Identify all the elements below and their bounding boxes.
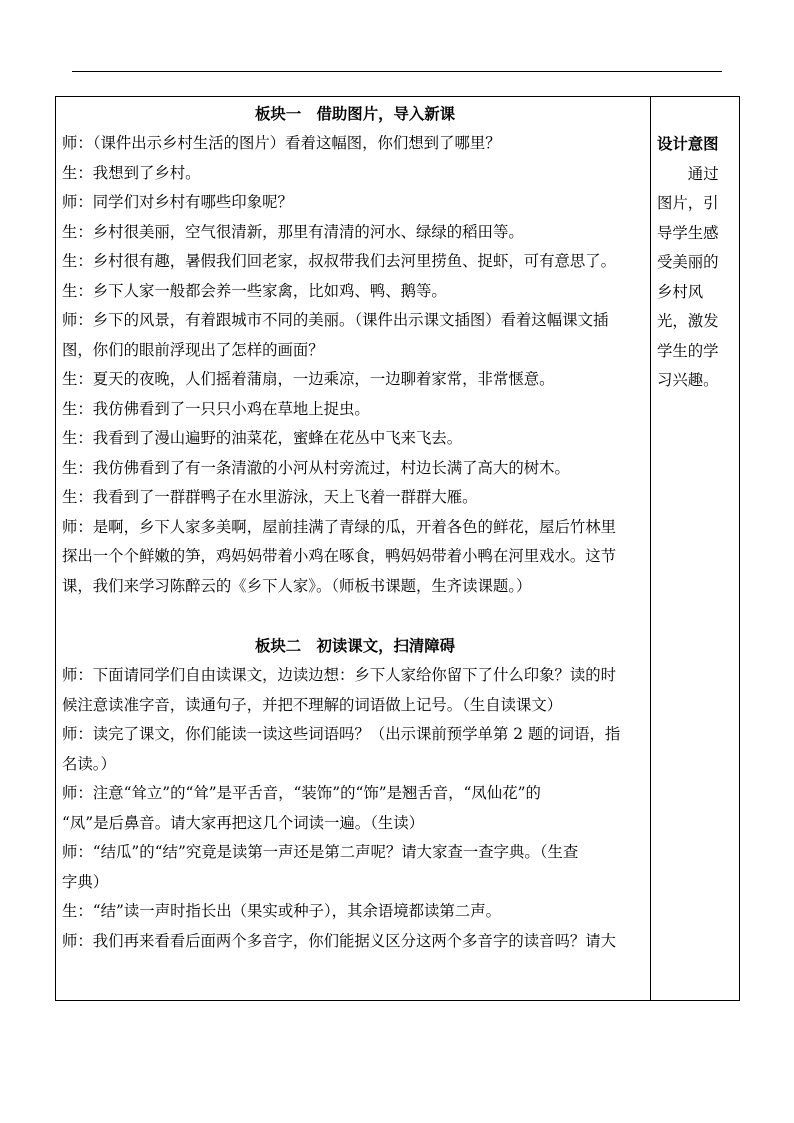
text-line: 师：我们再来看看后面两个多音字，你们能据义区分这两个多音字的读音吗？请大 xyxy=(62,931,617,950)
text-line: 名读。） xyxy=(62,754,116,773)
lesson-plan-table xyxy=(55,96,740,1001)
design-intent-column xyxy=(657,97,737,396)
section-2-title: 板块二 初读课文，扫清障碍 xyxy=(254,637,456,655)
intent-line: 受美丽的 xyxy=(657,253,719,271)
intent-line: 乡村风 xyxy=(657,282,704,301)
text-line: 生：乡村很有趣，暑假我们回老家，叔叔带我们去河里捞鱼、捉虾，可有意思了。 xyxy=(62,252,617,270)
intent-line: 通过 xyxy=(687,164,719,183)
text-line: 生：我看到了一群群鸭子在水里游泳，天上飞着一群群大雁。 xyxy=(62,488,478,506)
text-line: 生：乡下人家一般都会养一些家禽，比如鸡、鸭、鹅等。 xyxy=(62,281,447,300)
intent-line: 习兴趣。 xyxy=(657,371,719,389)
text-line: 生：我仿佛看到了有一条清澈的小河从村旁流过，村边长满了高大的树木。 xyxy=(62,458,570,477)
intent-line: 导学生感 xyxy=(657,223,719,242)
text-line: “凤”是后鼻音。请大家再把这几个词读一遍。（生读） xyxy=(62,813,425,832)
text-line: 师：“结瓜”的“结”究竟是读第一声还是第二声呢？请大家查一查字典。（生查 xyxy=(62,843,579,861)
text-line: 生：我仿佛看到了一只只小鸡在草地上捉虫。 xyxy=(62,399,370,418)
text-line: 探出一个个鲜嫩的笋，鸡妈妈带着小鸡在啄食，鸭妈妈带着小鸭在河里戏水。这节 xyxy=(62,547,617,565)
text-line: 师：下面请同学们自由读课文，边读边想：乡下人家给你留下了什么印象？读的时 xyxy=(62,666,617,684)
text-line: 师：（课件出示乡村生活的图片）看着这幅图，你们想到了哪里？ xyxy=(62,134,501,152)
text-line: 课，我们来学习陈醉云的《乡下人家》。（师板书课题，生齐读课题。） xyxy=(62,576,532,595)
text-line: 生：“结”读一声时指长出（果实或种子），其余语境都读第二声。 xyxy=(62,902,501,920)
intent-line: 学生的学 xyxy=(657,341,719,360)
text-line: 师：是啊，乡下人家多美啊，屋前挂满了青绿的瓜，开着各色的鲜花，屋后竹林里 xyxy=(62,517,617,536)
column-divider xyxy=(650,97,651,1000)
text-line: 图，你们的眼前浮现出了怎样的画面？ xyxy=(62,340,324,359)
lesson-content-column xyxy=(62,97,648,956)
text-line: 候注意读准字音，读通句子，并把不理解的词语做上记号。（生自读课文） xyxy=(62,695,563,714)
text-line: 生：我看到了漫山遍野的油菜花，蜜蜂在花丛中飞来飞去。 xyxy=(62,429,463,447)
text-line: 生：我想到了乡村。 xyxy=(62,163,201,182)
intent-line: 图片，引 xyxy=(657,194,719,212)
section-1-body xyxy=(62,129,648,601)
text-line: 师：乡下的风景，有着跟城市不同的美丽。（课件出示课文插图）看着这幅课文插 xyxy=(62,311,609,329)
text-line: 生：夏天的夜晚，人们摇着蒲扇，一边乘凉，一边聊着家常，非常惬意。 xyxy=(62,370,555,388)
text-line: 字典） xyxy=(62,872,109,891)
text-line: 师：同学们对乡村有哪些印象呢？ xyxy=(62,193,293,211)
header-rule xyxy=(72,71,722,72)
section-1-title: 板块一 借助图片，导入新课 xyxy=(254,105,456,123)
text-line: 师：注意“耸立”的“耸”是平舌音，“装饰”的“饰”是翘舌音，“凤仙花”的 xyxy=(62,784,541,802)
text-line: 生：乡村很美丽，空气很清新，那里有清清的河水、绿绿的稻田等。 xyxy=(62,222,524,241)
section-2-body xyxy=(62,661,648,956)
text-line: 师：读完了课文，你们能读一读这些词语吗？（出示课前预学单第 2 题的词语，指 xyxy=(62,725,621,743)
intent-line: 光，激发 xyxy=(657,312,719,330)
design-intent-title: 设计意图 xyxy=(657,135,719,153)
